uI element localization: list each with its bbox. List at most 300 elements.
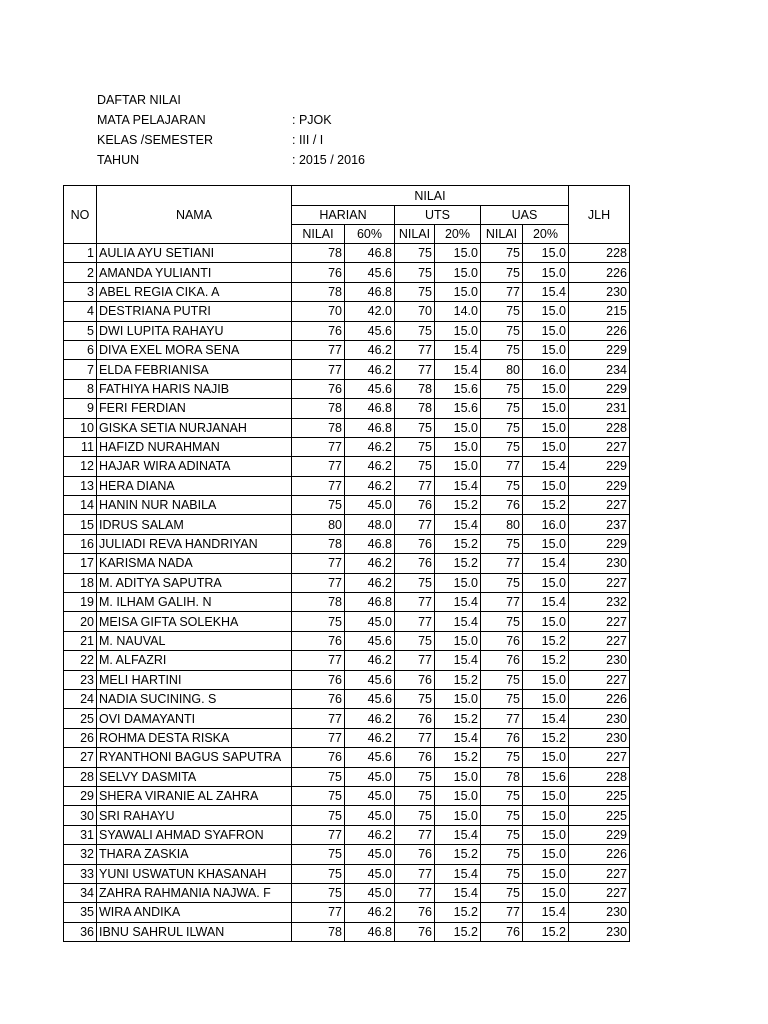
uts-20-cell: 14.0 [435,302,481,321]
jlh-total-cell: 229 [569,534,630,553]
grades-table [63,185,630,942]
jlh-total-cell: 227 [569,631,630,650]
student-name-cell: SELVY DASMITA [97,767,292,786]
class-value: : III / I [292,133,324,147]
harian-nilai-cell: 75 [292,786,345,805]
col-uts-header: UTS [395,206,481,225]
row-no-cell: 13 [64,476,97,495]
table-row [64,282,630,301]
row-no-cell: 34 [64,883,97,902]
uts-20-cell: 15.2 [435,534,481,553]
student-name-cell: THARA ZASKIA [97,845,292,864]
uts-20-cell: 15.0 [435,418,481,437]
student-name-cell: MELI HARTINI [97,670,292,689]
uts-20-cell: 15.4 [435,476,481,495]
uts-20-cell: 15.4 [435,612,481,631]
uts-20-cell: 15.2 [435,709,481,728]
uas-nilai-cell: 80 [481,515,523,534]
student-name-cell: SHERA VIRANIE AL ZAHRA [97,786,292,805]
uas-20-cell: 15.2 [523,651,569,670]
uas-nilai-cell: 75 [481,244,523,263]
harian-60-cell: 46.2 [345,728,395,747]
uas-nilai-cell: 77 [481,457,523,476]
uts-20-cell: 15.2 [435,496,481,515]
table-row [64,321,630,340]
row-no-cell: 19 [64,593,97,612]
harian-nilai-cell: 76 [292,379,345,398]
uas-20-cell: 16.0 [523,360,569,379]
uas-20-cell: 15.0 [523,806,569,825]
uas-nilai-cell: 75 [481,321,523,340]
uts-20-cell: 15.0 [435,244,481,263]
uas-nilai-cell: 75 [481,612,523,631]
uas-20-cell: 15.0 [523,689,569,708]
harian-nilai-cell: 78 [292,922,345,941]
uts-20-cell: 15.0 [435,321,481,340]
uts-nilai-cell: 76 [395,670,435,689]
table-row [64,418,630,437]
jlh-total-cell: 230 [569,903,630,922]
row-no-cell: 20 [64,612,97,631]
uts-20-cell: 15.0 [435,573,481,592]
table-row [64,883,630,902]
uts-nilai-cell: 75 [395,437,435,456]
table-row [64,903,630,922]
harian-nilai-cell: 77 [292,728,345,747]
uts-20-cell: 15.2 [435,922,481,941]
table-row [64,360,630,379]
harian-nilai-cell: 76 [292,748,345,767]
harian-nilai-cell: 77 [292,340,345,359]
student-name-cell: DESTRIANA PUTRI [97,302,292,321]
table-row [64,612,630,631]
harian-60-cell: 45.0 [345,845,395,864]
uas-20-cell: 15.0 [523,302,569,321]
harian-60-cell: 46.2 [345,825,395,844]
uts-nilai-cell: 77 [395,728,435,747]
harian-nilai-cell: 75 [292,806,345,825]
student-name-cell: NADIA SUCINING. S [97,689,292,708]
harian-60-cell: 46.2 [345,476,395,495]
jlh-total-cell: 228 [569,418,630,437]
uas-20-cell: 15.2 [523,922,569,941]
jlh-total-cell: 230 [569,709,630,728]
uas-20-cell: 15.4 [523,554,569,573]
row-no-cell: 32 [64,845,97,864]
uts-nilai-cell: 75 [395,244,435,263]
uts-nilai-cell: 77 [395,651,435,670]
uas-20-cell: 15.0 [523,244,569,263]
jlh-total-cell: 226 [569,689,630,708]
student-name-cell: M. ADITYA SAPUTRA [97,573,292,592]
uas-20-cell: 15.0 [523,534,569,553]
harian-nilai-cell: 77 [292,573,345,592]
harian-nilai-cell: 77 [292,476,345,495]
harian-60-cell: 45.0 [345,883,395,902]
uts-nilai-cell: 77 [395,612,435,631]
uts-20-cell: 15.0 [435,767,481,786]
table-row [64,534,630,553]
harian-nilai-cell: 78 [292,399,345,418]
row-no-cell: 9 [64,399,97,418]
jlh-total-cell: 230 [569,282,630,301]
uas-nilai-cell: 78 [481,767,523,786]
harian-nilai-cell: 78 [292,418,345,437]
student-name-cell: HANIN NUR NABILA [97,496,292,515]
table-row [64,244,630,263]
table-row [64,496,630,515]
harian-60-cell: 46.8 [345,534,395,553]
uts-nilai-cell: 75 [395,806,435,825]
row-no-cell: 35 [64,903,97,922]
harian-nilai-subheader: NILAI [292,225,345,244]
harian-nilai-cell: 75 [292,612,345,631]
uts-nilai-cell: 75 [395,786,435,805]
table-row [64,767,630,786]
jlh-total-cell: 230 [569,922,630,941]
jlh-total-cell: 226 [569,845,630,864]
harian-60-cell: 46.2 [345,709,395,728]
row-no-cell: 27 [64,748,97,767]
harian-60-cell: 45.6 [345,321,395,340]
harian-60-cell: 45.0 [345,786,395,805]
student-name-cell: FERI FERDIAN [97,399,292,418]
uas-nilai-cell: 75 [481,437,523,456]
harian-60-cell: 46.8 [345,282,395,301]
harian-60-subheader: 60% [345,225,395,244]
row-no-cell: 30 [64,806,97,825]
jlh-total-cell: 237 [569,515,630,534]
uts-20-cell: 15.4 [435,825,481,844]
uts-20-cell: 15.2 [435,670,481,689]
uas-nilai-cell: 75 [481,476,523,495]
uas-nilai-cell: 75 [481,864,523,883]
row-no-cell: 17 [64,554,97,573]
jlh-total-cell: 227 [569,883,630,902]
col-nama-header: NAMA [97,186,292,244]
harian-60-cell: 46.2 [345,340,395,359]
uas-nilai-cell: 75 [481,399,523,418]
harian-60-cell: 45.0 [345,496,395,515]
uts-20-cell: 15.4 [435,340,481,359]
uts-20-cell: 15.0 [435,631,481,650]
uas-20-cell: 15.0 [523,340,569,359]
uts-nilai-cell: 76 [395,534,435,553]
harian-60-cell: 46.2 [345,554,395,573]
harian-60-cell: 45.6 [345,631,395,650]
harian-nilai-cell: 77 [292,651,345,670]
uts-nilai-cell: 75 [395,263,435,282]
uas-nilai-cell: 75 [481,573,523,592]
student-name-cell: ELDA FEBRIANISA [97,360,292,379]
uts-nilai-cell: 76 [395,554,435,573]
row-no-cell: 21 [64,631,97,650]
uts-20-cell: 15.4 [435,864,481,883]
student-name-cell: OVI DAMAYANTI [97,709,292,728]
student-name-cell: DIVA EXEL MORA SENA [97,340,292,359]
uas-20-cell: 15.0 [523,437,569,456]
harian-nilai-cell: 75 [292,767,345,786]
harian-60-cell: 46.2 [345,651,395,670]
uas-20-cell: 15.0 [523,825,569,844]
harian-nilai-cell: 76 [292,263,345,282]
uts-20-cell: 15.0 [435,806,481,825]
jlh-total-cell: 227 [569,864,630,883]
table-row [64,457,630,476]
harian-nilai-cell: 77 [292,437,345,456]
table-row [64,670,630,689]
uts-20-cell: 15.6 [435,399,481,418]
uts-nilai-cell: 77 [395,476,435,495]
harian-60-cell: 46.2 [345,437,395,456]
uas-20-cell: 15.0 [523,476,569,495]
uts-nilai-cell: 75 [395,573,435,592]
harian-60-cell: 46.8 [345,244,395,263]
harian-nilai-cell: 75 [292,883,345,902]
harian-nilai-cell: 77 [292,554,345,573]
harian-nilai-cell: 80 [292,515,345,534]
table-row [64,515,630,534]
row-no-cell: 6 [64,340,97,359]
col-nilai-header: NILAI [292,186,569,206]
uts-nilai-cell: 76 [395,903,435,922]
row-no-cell: 23 [64,670,97,689]
row-no-cell: 10 [64,418,97,437]
uas-nilai-cell: 77 [481,593,523,612]
student-name-cell: AMANDA YULIANTI [97,263,292,282]
student-name-cell: M. NAUVAL [97,631,292,650]
table-row [64,302,630,321]
row-no-cell: 5 [64,321,97,340]
harian-nilai-cell: 78 [292,282,345,301]
row-no-cell: 8 [64,379,97,398]
uas-nilai-cell: 76 [481,728,523,747]
uas-20-cell: 15.4 [523,282,569,301]
uts-nilai-cell: 78 [395,379,435,398]
uas-nilai-cell: 75 [481,379,523,398]
uas-nilai-cell: 75 [481,825,523,844]
table-row [64,263,630,282]
uas-nilai-cell: 75 [481,689,523,708]
uas-nilai-cell: 75 [481,302,523,321]
uas-nilai-cell: 75 [481,883,523,902]
uas-20-cell: 15.2 [523,631,569,650]
col-uas-header: UAS [481,206,569,225]
harian-60-cell: 46.2 [345,360,395,379]
table-row [64,786,630,805]
row-no-cell: 29 [64,786,97,805]
row-no-cell: 7 [64,360,97,379]
uts-20-cell: 15.2 [435,903,481,922]
student-name-cell: SYAWALI AHMAD SYAFRON [97,825,292,844]
uas-nilai-subheader: NILAI [481,225,523,244]
row-no-cell: 15 [64,515,97,534]
col-harian-header: HARIAN [292,206,395,225]
uts-nilai-cell: 75 [395,689,435,708]
jlh-total-cell: 229 [569,379,630,398]
table-body [64,244,630,942]
jlh-total-cell: 227 [569,573,630,592]
table-row [64,651,630,670]
table-row [64,825,630,844]
jlh-total-cell: 229 [569,457,630,476]
uas-nilai-cell: 77 [481,554,523,573]
table-row [64,728,630,747]
uts-nilai-cell: 77 [395,825,435,844]
row-no-cell: 1 [64,244,97,263]
harian-60-cell: 42.0 [345,302,395,321]
harian-60-cell: 45.0 [345,612,395,631]
table-row [64,437,630,456]
row-no-cell: 16 [64,534,97,553]
year-label: TAHUN [97,153,140,167]
harian-nilai-cell: 78 [292,534,345,553]
uas-20-subheader: 20% [523,225,569,244]
uas-20-cell: 15.6 [523,767,569,786]
uts-nilai-cell: 78 [395,399,435,418]
jlh-total-cell: 227 [569,612,630,631]
harian-60-cell: 45.0 [345,767,395,786]
row-no-cell: 33 [64,864,97,883]
uts-nilai-cell: 75 [395,418,435,437]
jlh-total-cell: 229 [569,340,630,359]
student-name-cell: AULIA AYU SETIANI [97,244,292,263]
uts-nilai-subheader: NILAI [395,225,435,244]
uas-nilai-cell: 77 [481,709,523,728]
uas-20-cell: 15.0 [523,263,569,282]
uas-nilai-cell: 75 [481,670,523,689]
student-name-cell: HERA DIANA [97,476,292,495]
table-row [64,379,630,398]
student-name-cell: WIRA ANDIKA [97,903,292,922]
uas-nilai-cell: 76 [481,631,523,650]
uts-20-cell: 15.4 [435,651,481,670]
uas-nilai-cell: 76 [481,922,523,941]
table-row [64,689,630,708]
uts-nilai-cell: 77 [395,360,435,379]
jlh-total-cell: 228 [569,244,630,263]
uas-20-cell: 15.0 [523,883,569,902]
harian-nilai-cell: 75 [292,864,345,883]
row-no-cell: 18 [64,573,97,592]
jlh-total-cell: 228 [569,767,630,786]
harian-nilai-cell: 77 [292,360,345,379]
jlh-total-cell: 230 [569,554,630,573]
uts-20-cell: 15.0 [435,457,481,476]
uas-nilai-cell: 75 [481,340,523,359]
uts-20-cell: 15.2 [435,554,481,573]
table-row [64,845,630,864]
uas-20-cell: 15.0 [523,670,569,689]
uas-nilai-cell: 77 [481,903,523,922]
uts-nilai-cell: 77 [395,883,435,902]
jlh-total-cell: 230 [569,728,630,747]
table-row [64,922,630,941]
harian-60-cell: 45.0 [345,864,395,883]
uts-nilai-cell: 77 [395,340,435,359]
student-name-cell: MEISA GIFTA SOLEKHA [97,612,292,631]
table-row [64,340,630,359]
student-name-cell: ZAHRA RAHMANIA NAJWA. F [97,883,292,902]
uas-nilai-cell: 75 [481,748,523,767]
harian-60-cell: 46.8 [345,593,395,612]
student-name-cell: M. ALFAZRI [97,651,292,670]
student-name-cell: ROHMA DESTA RISKA [97,728,292,747]
uas-nilai-cell: 75 [481,534,523,553]
student-name-cell: ABEL REGIA CIKA. A [97,282,292,301]
row-no-cell: 25 [64,709,97,728]
uts-20-cell: 15.4 [435,360,481,379]
row-no-cell: 36 [64,922,97,941]
uts-20-cell: 15.0 [435,689,481,708]
jlh-total-cell: 227 [569,748,630,767]
uas-nilai-cell: 76 [481,651,523,670]
uas-20-cell: 15.0 [523,379,569,398]
harian-60-cell: 46.2 [345,903,395,922]
harian-60-cell: 46.8 [345,418,395,437]
jlh-total-cell: 227 [569,670,630,689]
uts-20-subheader: 20% [435,225,481,244]
uas-nilai-cell: 80 [481,360,523,379]
jlh-total-cell: 229 [569,476,630,495]
col-jlh-header: JLH [569,186,630,244]
subject-value: : PJOK [292,113,332,127]
uas-20-cell: 15.4 [523,593,569,612]
jlh-total-cell: 232 [569,593,630,612]
table-row [64,554,630,573]
student-name-cell: RYANTHONI BAGUS SAPUTRA [97,748,292,767]
student-name-cell: IDRUS SALAM [97,515,292,534]
uts-nilai-cell: 75 [395,321,435,340]
harian-60-cell: 46.8 [345,922,395,941]
uas-20-cell: 15.4 [523,903,569,922]
uts-nilai-cell: 77 [395,593,435,612]
harian-60-cell: 45.0 [345,806,395,825]
harian-60-cell: 46.2 [345,573,395,592]
uas-20-cell: 15.2 [523,728,569,747]
uts-nilai-cell: 76 [395,748,435,767]
jlh-total-cell: 231 [569,399,630,418]
col-no-header: NO [64,186,97,244]
harian-nilai-cell: 70 [292,302,345,321]
uts-nilai-cell: 75 [395,282,435,301]
uas-20-cell: 15.0 [523,864,569,883]
uas-nilai-cell: 75 [481,786,523,805]
year-value: : 2015 / 2016 [292,153,365,167]
uas-nilai-cell: 77 [481,282,523,301]
harian-nilai-cell: 77 [292,825,345,844]
jlh-total-cell: 234 [569,360,630,379]
harian-60-cell: 45.6 [345,748,395,767]
harian-60-cell: 46.8 [345,399,395,418]
table-row [64,631,630,650]
table-row [64,573,630,592]
jlh-total-cell: 226 [569,263,630,282]
student-name-cell: SRI RAHAYU [97,806,292,825]
student-name-cell: FATHIYA HARIS NAJIB [97,379,292,398]
uas-20-cell: 15.0 [523,399,569,418]
uas-20-cell: 16.0 [523,515,569,534]
uas-20-cell: 15.0 [523,573,569,592]
jlh-total-cell: 230 [569,651,630,670]
harian-60-cell: 45.6 [345,263,395,282]
uts-20-cell: 15.2 [435,845,481,864]
jlh-total-cell: 225 [569,786,630,805]
table-row [64,806,630,825]
student-name-cell: HAJAR WIRA ADINATA [97,457,292,476]
student-name-cell: GISKA SETIA NURJANAH [97,418,292,437]
harian-nilai-cell: 78 [292,244,345,263]
